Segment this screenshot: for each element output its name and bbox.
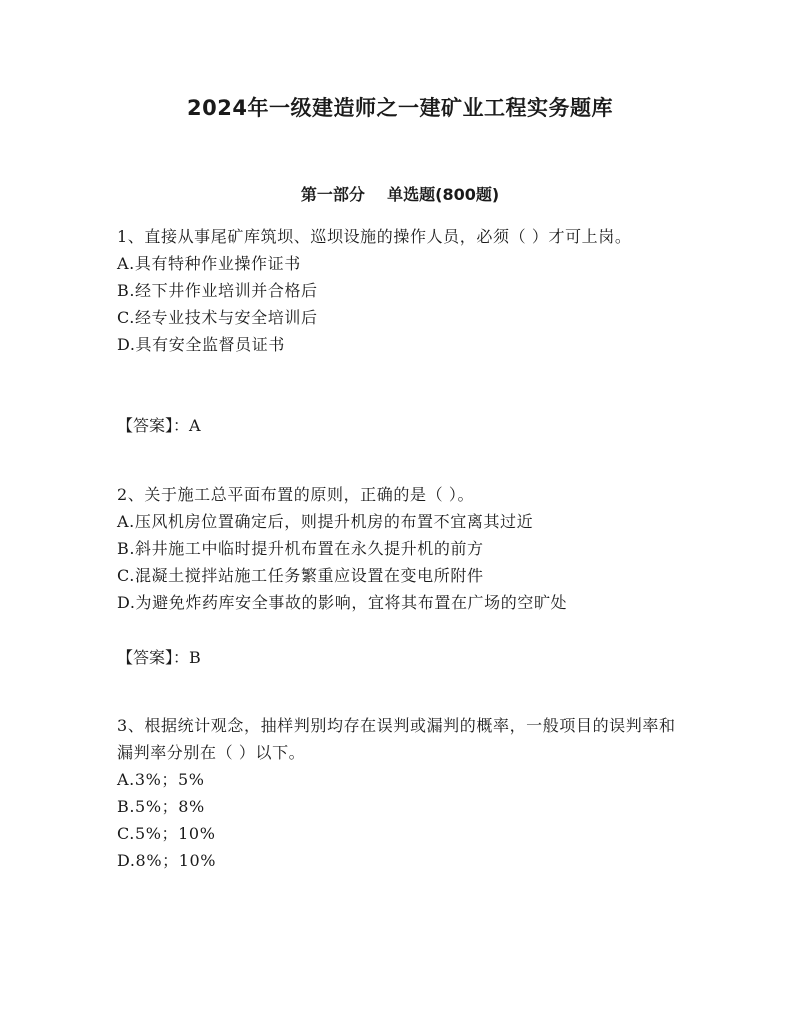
- question-2: [117, 481, 677, 667]
- option-c: C.经专业技术与安全培训后: [117, 308, 318, 327]
- option-a: A.3%；5%: [117, 770, 205, 789]
- question-stem: 3、根据统计观念，抽样判别均存在误判或漏判的概率，一般项目的误判率和漏判率分别在（ ）以下。: [117, 716, 676, 762]
- option-d: D.8%；10%: [117, 851, 217, 870]
- question-stem: 1、直接从事尾矿库筑坝、巡坝设施的操作人员，必须（ ）才可上岗。: [117, 227, 632, 246]
- question-3: [117, 712, 677, 874]
- question-1: [117, 223, 677, 435]
- document-title: 2024年一级建造师之一建矿业工程实务题库: [187, 96, 613, 120]
- section-title: 第一部分 单选题(800题): [300, 185, 500, 204]
- option-c: C.5%；10%: [117, 824, 216, 843]
- answer-label: 【答案】：B: [117, 648, 201, 667]
- option-c: C.混凝土搅拌站施工任务繁重应设置在变电所附件: [117, 566, 484, 585]
- option-b: B.5%；8%: [117, 797, 205, 816]
- option-a: A.压风机房位置确定后，则提升机房的布置不宜离其过近: [117, 512, 534, 531]
- answer-label: 【答案】：A: [117, 416, 201, 435]
- option-a: A.具有特种作业操作证书: [117, 254, 301, 273]
- option-d: D.具有安全监督员证书: [117, 335, 285, 354]
- option-b: B.斜井施工中临时提升机布置在永久提升机的前方: [117, 539, 484, 558]
- option-d: D.为避免炸药库安全事故的影响，宜将其布置在广场的空旷处: [117, 593, 568, 612]
- option-b: B.经下井作业培训并合格后: [117, 281, 318, 300]
- question-stem: 2、关于施工总平面布置的原则，正确的是（ ）。: [117, 485, 475, 504]
